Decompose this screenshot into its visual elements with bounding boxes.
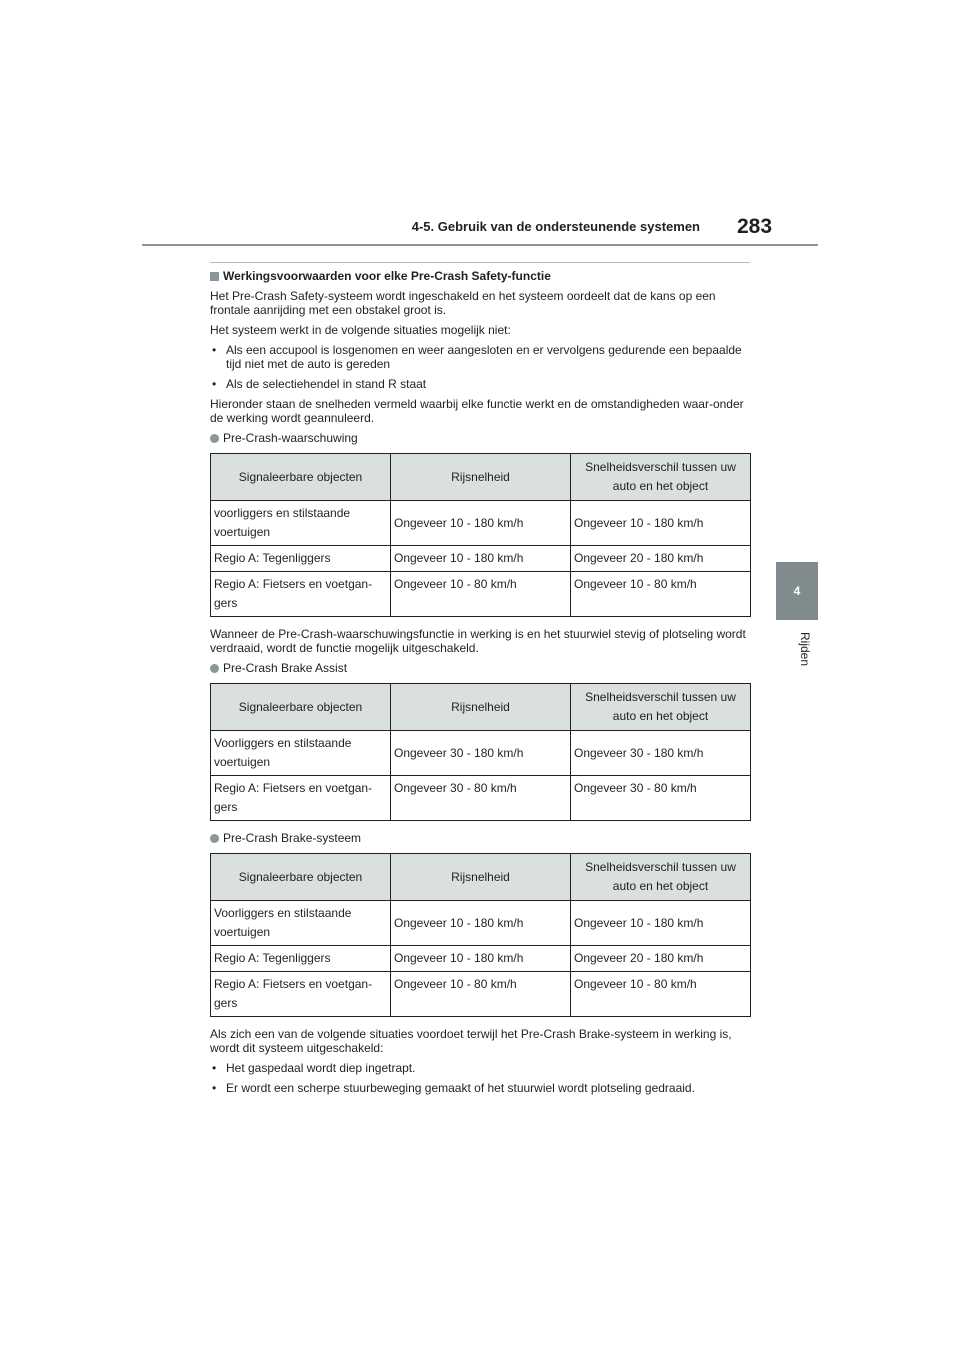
intro-paragraph: Het Pre-Crash Safety-systeem wordt ingeschakeld en het systeem oordeelt dat de kans op een frontale aanrijding met een obstakel groot is. — [210, 289, 716, 317]
speeds-intro: Hieronder staan de snelheden vermeld waarbij elke functie werkt en de omstandigheden waar-onder de werking wordt geannuleerd. — [210, 397, 744, 425]
table-cell: Ongeveer 30 - 80 km/h — [571, 776, 751, 821]
list-item — [210, 1061, 750, 1075]
speed-table-brake-system — [210, 853, 751, 1017]
table-cell: Regio A: Fietsers en voetgan-gers — [211, 972, 391, 1017]
table-cell: Ongeveer 10 - 80 km/h — [571, 972, 751, 1017]
table-cell: Ongeveer 30 - 180 km/h — [571, 731, 751, 776]
speed-table-warning — [210, 453, 751, 617]
table-cell: Ongeveer 20 - 180 km/h — [571, 546, 751, 572]
table-cell: Ongeveer 10 - 80 km/h — [391, 572, 571, 617]
page-content — [210, 262, 750, 1101]
table-cell: Ongeveer 20 - 180 km/h — [571, 946, 751, 972]
subsection-heading-warning — [210, 431, 750, 445]
list-item-text: Als een accupool is losgenomen en weer aangesloten en er vervolgens gedurende een bepaalde tijd niet met de auto is gereden — [226, 343, 742, 371]
heading-text: Werkingsvoorwaarden voor elke Pre-Crash Safety-functie — [223, 269, 551, 283]
table-cell: voorliggers en stilstaande voertuigen — [211, 501, 391, 546]
subsection-title: Pre-Crash-waarschuwing — [223, 431, 358, 445]
table-cell: Ongeveer 10 - 180 km/h — [391, 501, 571, 546]
subsection-heading-brake-assist — [210, 661, 750, 675]
circle-bullet-icon — [210, 834, 219, 843]
table-row — [211, 731, 751, 776]
subsection-title: Pre-Crash Brake-systeem — [223, 831, 362, 845]
subsection-title: Pre-Crash Brake Assist — [223, 661, 348, 675]
bullet-icon: • — [212, 343, 217, 357]
column-header: Rijsnelheid — [391, 684, 571, 731]
table-cell: Ongeveer 10 - 80 km/h — [391, 972, 571, 1017]
table-cell: Voorliggers en stilstaande voertuigen — [211, 731, 391, 776]
list-item-text: Er wordt een scherpe stuurbeweging gemaakt of het stuurwiel wordt plotseling gedraaid. — [226, 1081, 695, 1095]
bullet-icon: • — [212, 1081, 217, 1095]
list-item — [210, 1081, 750, 1095]
table-row — [211, 501, 751, 546]
table-cell: Ongeveer 10 - 180 km/h — [391, 901, 571, 946]
section-title: 4-5. Gebruik van de ondersteunende systemen — [411, 219, 700, 234]
column-header: Signaleerbare objecten — [211, 684, 391, 731]
table-cell: Ongeveer 10 - 180 km/h — [391, 946, 571, 972]
table-row — [211, 972, 751, 1017]
section-heading — [210, 269, 750, 283]
table-cell: Ongeveer 10 - 180 km/h — [571, 901, 751, 946]
circle-bullet-icon — [210, 434, 219, 443]
warning-note: Wanneer de Pre-Crash-waarschuwingsfunctie in werking is en het stuurwiel stevig of plotseling wordt verdraaid, wordt de functie mogelijk uitgeschakeld. — [210, 627, 746, 655]
table-row — [211, 901, 751, 946]
subsection-heading-brake-system — [210, 831, 750, 845]
column-header: Signaleerbare objecten — [211, 454, 391, 501]
table-header-row — [211, 454, 751, 501]
chapter-label: Rijden — [798, 632, 812, 667]
page-header — [0, 0, 960, 250]
not-work-intro: Het systeem werkt in de volgende situaties mogelijk niet: — [210, 323, 511, 337]
table-row — [211, 946, 751, 972]
square-bullet-icon — [210, 272, 219, 281]
column-header: Signaleerbare objecten — [211, 854, 391, 901]
table-cell: Voorliggers en stilstaande voertuigen — [211, 901, 391, 946]
chapter-number: 4 — [793, 584, 801, 598]
circle-bullet-icon — [210, 664, 219, 673]
table-row — [211, 776, 751, 821]
speed-table-brake-assist — [210, 683, 751, 821]
table-header-row — [211, 854, 751, 901]
table-cell: Regio A: Fietsers en voetgan-gers — [211, 776, 391, 821]
column-header: Snelheidsverschil tussen uw auto en het object — [571, 854, 751, 901]
table-row — [211, 546, 751, 572]
table-cell: Ongeveer 10 - 80 km/h — [571, 572, 751, 617]
table-cell: Ongeveer 30 - 80 km/h — [391, 776, 571, 821]
chapter-tab — [776, 562, 818, 620]
bullet-icon: • — [212, 1061, 217, 1075]
table-cell: Regio A: Fietsers en voetgan-gers — [211, 572, 391, 617]
list-item-text: Als de selectiehendel in stand R staat — [226, 377, 427, 391]
table-cell: Regio A: Tegenliggers — [211, 546, 391, 572]
brake-system-note: Als zich een van de volgende situaties voordoet terwijl het Pre-Crash Brake-systeem in werking is, wordt dit systeem uitgeschakeld: — [210, 1027, 732, 1055]
list-item-text: Het gaspedaal wordt diep ingetrapt. — [226, 1061, 416, 1075]
table-header-row — [211, 684, 751, 731]
table-cell: Ongeveer 10 - 180 km/h — [571, 501, 751, 546]
column-header: Snelheidsverschil tussen uw auto en het object — [571, 454, 751, 501]
table-row — [211, 572, 751, 617]
list-item — [210, 343, 750, 371]
content-rule — [210, 262, 750, 263]
page-number: 283 — [737, 215, 773, 238]
column-header: Rijsnelheid — [391, 454, 571, 501]
table-cell: Regio A: Tegenliggers — [211, 946, 391, 972]
table-cell: Ongeveer 30 - 180 km/h — [391, 731, 571, 776]
bullet-icon: • — [212, 377, 217, 391]
table-cell: Ongeveer 10 - 180 km/h — [391, 546, 571, 572]
column-header: Rijsnelheid — [391, 854, 571, 901]
list-item — [210, 377, 750, 391]
header-rule — [142, 244, 818, 246]
column-header: Snelheidsverschil tussen uw auto en het object — [571, 684, 751, 731]
